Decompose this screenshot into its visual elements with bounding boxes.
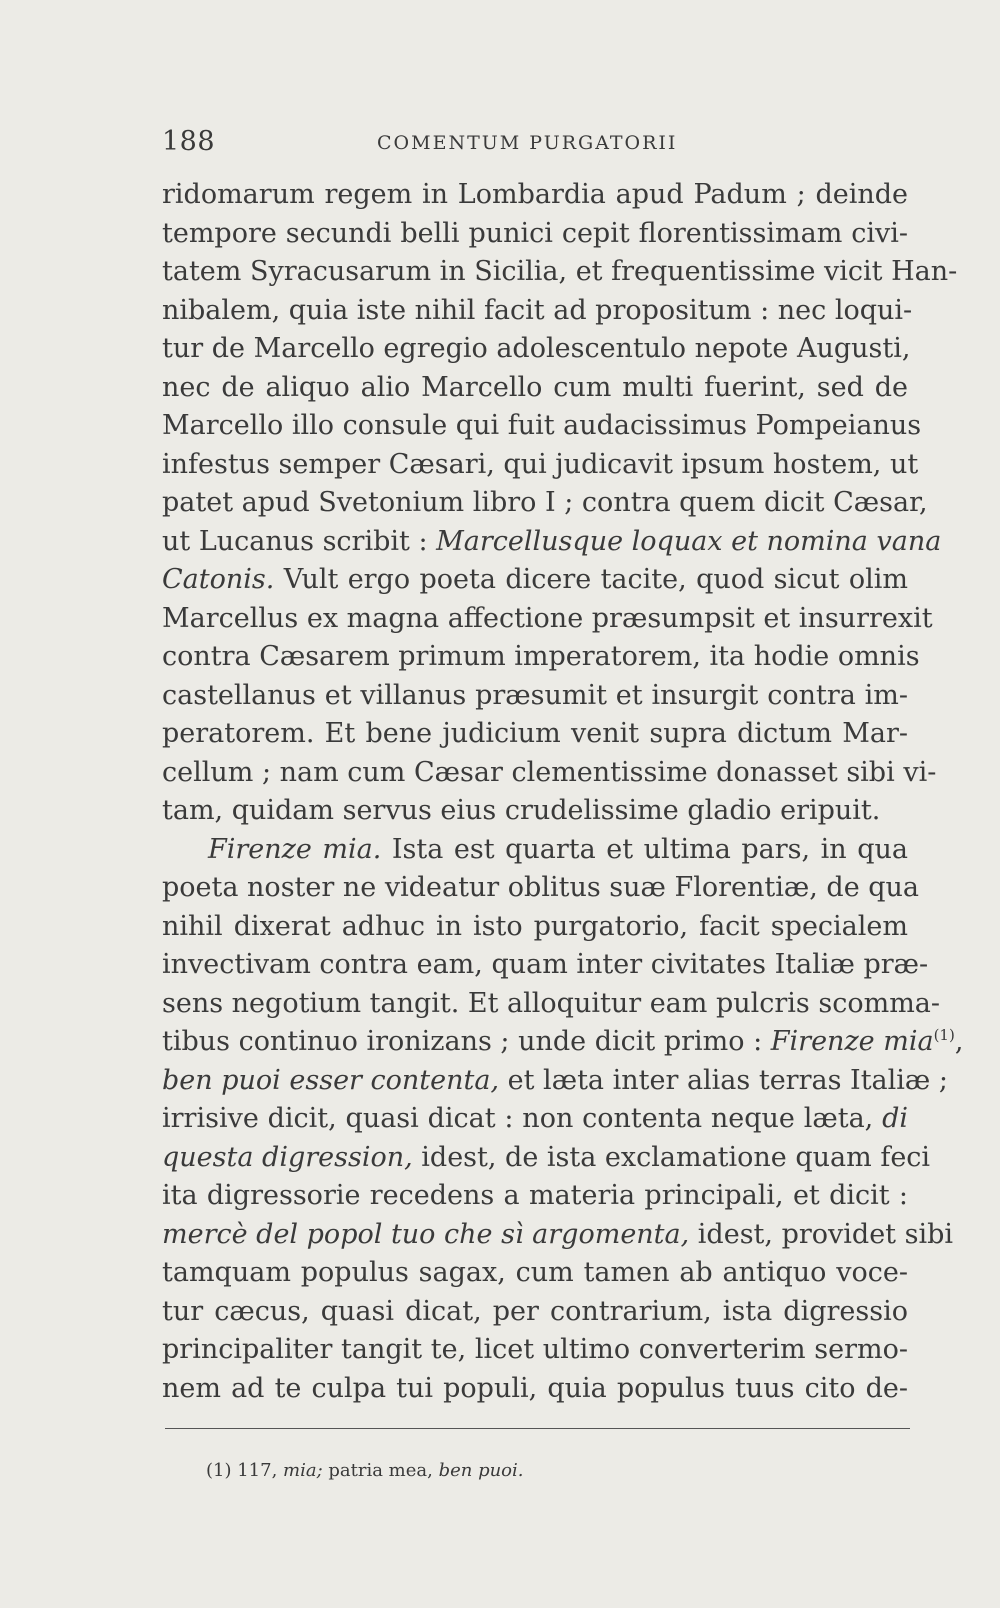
footnote (206, 1458, 524, 1484)
text-line: Marcello illo consule qui fuit audacissimus Pompeianus (162, 410, 922, 441)
text-run: tibus continuo ironizans ; unde dicit primo : (162, 1026, 771, 1057)
text-line: nem ad te culpa tui populi, quia populus tuus cito de- (162, 1372, 908, 1404)
text-line: tam, quidam servus eius crudelissime gladio eripuit. (162, 795, 881, 826)
text-line: cellum ; nam cum Cæsar clementissime donasset sibi vi- (162, 756, 937, 788)
text-line: tur de Marcello egregio adolescentulo nepote Augusti, (162, 333, 911, 364)
text-line: tatem Syracusarum in Sicilia, et frequentissime vicit Han- (162, 256, 958, 287)
page-header (162, 124, 908, 160)
text-run: irrisive dicit, quasi dicat : non contenta neque læta, (162, 1103, 883, 1134)
text-run: idest, providet sibi (689, 1218, 954, 1250)
text-line: sens negotium tangit. Et alloquitur eam pulcris scomma- (162, 987, 941, 1019)
text-run: Ista est quarta et ultima pars, in qua (381, 833, 908, 865)
footnote-reference: (1) (933, 1026, 955, 1044)
body-text (162, 176, 964, 1408)
footnote-text: patria mea, (322, 1460, 439, 1481)
text-line: tur cæcus, quasi dicat, per contrarium, ista digressio (162, 1295, 908, 1327)
text-line (162, 523, 942, 562)
italic-phrase: di (882, 1103, 908, 1134)
text-line (162, 1062, 948, 1101)
text-run: et læta inter alias terras Italiæ ; (499, 1064, 948, 1096)
text-line: nihil dixerat adhuc in isto purgatorio, facit specialem (162, 910, 908, 942)
italic-phrase: Catonis. (162, 564, 275, 595)
italic-phrase: questa digression, (162, 1141, 413, 1173)
italic-phrase: mercè del popol tuo che sì argomenta, (162, 1218, 690, 1250)
text-line: tempore secundi belli punici cepit florentissimam civi- (162, 217, 908, 249)
text-line (162, 1139, 931, 1178)
text-line (162, 1216, 954, 1255)
text-run: ut Lucanus scribit : (162, 525, 437, 557)
text-line: peratorem. Et bene judicium venit supra dictum Mar- (162, 718, 908, 749)
text-line: Marcellus ex magna affectione præsumpsit et insurrexit (162, 602, 933, 634)
text-line: infestus semper Cæsari, qui judicavit ipsum hostem, ut (162, 448, 919, 480)
italic-phrase: Marcellusque loquax et nomina vana (436, 525, 942, 557)
text-line: tamquam populus sagax, cum tamen ab antiquo voce- (162, 1257, 908, 1288)
text-run: Vult ergo poeta dicere tacite, quod sicut olim (274, 564, 908, 595)
text-line (162, 561, 908, 600)
italic-phrase: Firenze mia. (208, 833, 382, 865)
footnote-marker: (1) (206, 1460, 232, 1481)
text-line: nec de aliquo alio Marcello cum multi fuerint, sed de (162, 371, 908, 403)
running-head: COMENTUM PURGATORII (377, 132, 678, 154)
text-line: patet apud Svetonium libro I ; contra quem dicit Cæsar, (162, 487, 928, 518)
text-line (162, 831, 908, 870)
text-line: ita digressorie recedens a materia principali, et dicit : (162, 1180, 908, 1211)
text-line: nibalem, quia iste nihil facit ad propositum : nec loqui- (162, 294, 913, 326)
page-number: 188 (162, 126, 216, 157)
text-line: contra Cæsarem primum imperatorem, ita hodie omnis (162, 641, 920, 672)
footnote-rule (165, 1428, 910, 1429)
footnote-italic: ben puoi. (438, 1460, 524, 1481)
text-line (162, 1100, 908, 1139)
footnote-italic: mia; (283, 1460, 323, 1481)
footnote-text: 117, (231, 1460, 284, 1481)
text-run: idest, de ista exclamatione quam feci (412, 1141, 931, 1173)
italic-phrase: Firenze mia (770, 1026, 934, 1057)
text-line: principaliter tangit te, licet ultimo converterim sermo- (162, 1334, 908, 1365)
text-run: , (954, 1026, 964, 1057)
text-line: castellanus et villanus præsumit et insurgit contra im- (162, 679, 908, 711)
text-line: poeta noster ne videatur oblitus suæ Florentiæ, de qua (162, 872, 920, 903)
text-line (162, 1023, 964, 1062)
italic-phrase: ben puoi esser contenta, (162, 1064, 500, 1096)
text-line: ridomarum regem in Lombardia apud Padum ; deinde (162, 179, 908, 210)
text-line: invectivam contra eam, quam inter civitates Italiæ præ- (162, 949, 929, 980)
